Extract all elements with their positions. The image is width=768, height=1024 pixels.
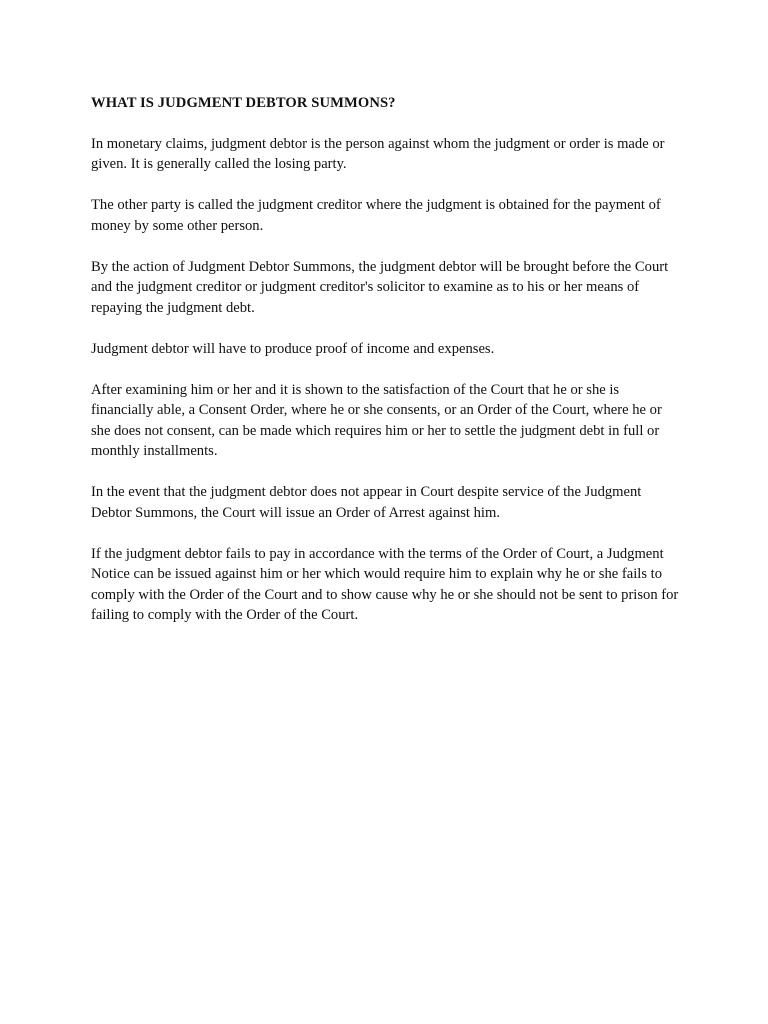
paragraph-definition: In monetary claims, judgment debtor is the person against whom the judgment or order is made or given. It is generally called the losing party. <box>91 135 665 172</box>
paragraph-judgment-creditor: The other party is called the judgment creditor where the judgment is obtained for the payment of money by some other person. <box>91 197 661 234</box>
paragraph-summons-action: By the action of Judgment Debtor Summons, the judgment debtor will be brought before the Court and the judgment creditor or judgment creditor's solicitor to examine as to his or her means of repaying the judgment debt. <box>91 258 669 316</box>
paragraph-order-of-arrest: In the event that the judgment debtor does not appear in Court despite service of the Judgment Debtor Summons, the Court will issue an Order of Arrest against him. <box>91 484 642 521</box>
paragraph-judgment-notice: If the judgment debtor fails to pay in accordance with the terms of the Order of Court, a Judgment Notice can be issued against him or her which would require him to explain why he or she fails to comply with the Order of the Court and to show cause why he or she should not be sent to prison for failing to comply with the Order of the Court. <box>91 545 679 623</box>
paragraph-proof-of-income: Judgment debtor will have to produce proof of income and expenses. <box>91 340 495 357</box>
document-title: WHAT IS JUDGMENT DEBTOR SUMMONS? <box>91 95 396 111</box>
paragraph-consent-order: After examining him or her and it is shown to the satisfaction of the Court that he or she is financially able, a Consent Order, where he or she consents, or an Order of the Court, where he or she does not consent, can be made which requires him or her to settle the judgment debt in full or monthly installments. <box>91 381 662 459</box>
document-body <box>91 93 683 646</box>
